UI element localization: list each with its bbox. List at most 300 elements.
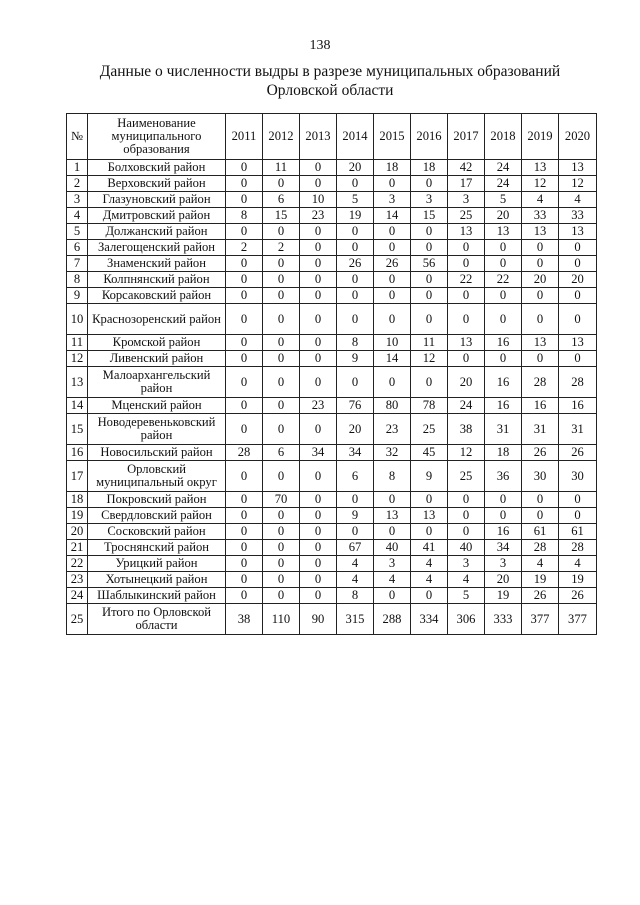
municipality-name-cell: Верховский район bbox=[88, 176, 226, 192]
otter-count-cell: 4 bbox=[374, 572, 411, 588]
otter-count-cell: 17 bbox=[448, 176, 485, 192]
otter-count-cell: 0 bbox=[263, 540, 300, 556]
otter-count-cell: 0 bbox=[374, 240, 411, 256]
otter-count-cell: 0 bbox=[226, 335, 263, 351]
otter-count-cell: 0 bbox=[300, 176, 337, 192]
otter-count-cell: 11 bbox=[263, 160, 300, 176]
otter-count-cell: 8 bbox=[226, 208, 263, 224]
otter-count-cell: 0 bbox=[263, 335, 300, 351]
otter-count-cell: 15 bbox=[263, 208, 300, 224]
column-header: 2019 bbox=[522, 114, 559, 160]
otter-count-cell: 0 bbox=[411, 272, 448, 288]
otter-count-cell: 18 bbox=[485, 445, 522, 461]
otter-count-cell: 20 bbox=[485, 208, 522, 224]
otter-count-cell: 0 bbox=[448, 492, 485, 508]
otter-count-cell: 13 bbox=[559, 224, 597, 240]
municipality-name-cell: Болховский район bbox=[88, 160, 226, 176]
otter-count-cell: 0 bbox=[300, 508, 337, 524]
otter-count-cell: 0 bbox=[411, 176, 448, 192]
row-number-cell: 15 bbox=[67, 414, 88, 445]
column-header: 2016 bbox=[411, 114, 448, 160]
otter-count-cell: 0 bbox=[226, 398, 263, 414]
otter-count-cell: 18 bbox=[374, 160, 411, 176]
table-row bbox=[67, 224, 597, 240]
otter-count-cell: 0 bbox=[448, 240, 485, 256]
row-number-cell: 7 bbox=[67, 256, 88, 272]
otter-count-cell: 11 bbox=[411, 335, 448, 351]
otter-count-cell: 0 bbox=[263, 351, 300, 367]
otter-count-cell: 306 bbox=[448, 604, 485, 635]
column-header: 2014 bbox=[337, 114, 374, 160]
otter-count-cell: 31 bbox=[559, 414, 597, 445]
row-number-cell: 18 bbox=[67, 492, 88, 508]
otter-count-cell: 0 bbox=[337, 288, 374, 304]
row-number-cell: 16 bbox=[67, 445, 88, 461]
otter-count-cell: 0 bbox=[300, 540, 337, 556]
otter-count-cell: 0 bbox=[226, 508, 263, 524]
otter-count-cell: 0 bbox=[337, 272, 374, 288]
otter-count-cell: 13 bbox=[374, 508, 411, 524]
otter-count-cell: 0 bbox=[263, 367, 300, 398]
column-header: № bbox=[67, 114, 88, 160]
row-number-cell: 25 bbox=[67, 604, 88, 635]
otter-count-cell: 3 bbox=[448, 192, 485, 208]
otter-count-cell: 22 bbox=[485, 272, 522, 288]
otter-count-cell: 40 bbox=[448, 540, 485, 556]
otter-count-cell: 34 bbox=[337, 445, 374, 461]
otter-count-cell: 78 bbox=[411, 398, 448, 414]
otter-count-cell: 25 bbox=[448, 461, 485, 492]
otter-count-cell: 13 bbox=[522, 160, 559, 176]
table-body bbox=[67, 160, 597, 635]
otter-count-cell: 0 bbox=[374, 304, 411, 335]
otter-count-cell: 13 bbox=[411, 508, 448, 524]
otter-count-cell: 0 bbox=[263, 524, 300, 540]
otter-count-cell: 0 bbox=[522, 256, 559, 272]
otter-count-cell: 0 bbox=[263, 556, 300, 572]
row-number-cell: 20 bbox=[67, 524, 88, 540]
municipality-name-cell: Троснянский район bbox=[88, 540, 226, 556]
otter-count-cell: 0 bbox=[522, 240, 559, 256]
table-row bbox=[67, 604, 597, 635]
otter-count-cell: 8 bbox=[337, 335, 374, 351]
otter-count-cell: 0 bbox=[226, 414, 263, 445]
municipality-name-cell: Корсаковский район bbox=[88, 288, 226, 304]
otter-count-cell: 333 bbox=[485, 604, 522, 635]
otter-count-cell: 23 bbox=[300, 208, 337, 224]
otter-count-cell: 0 bbox=[226, 524, 263, 540]
table-row bbox=[67, 335, 597, 351]
otter-count-cell: 0 bbox=[300, 588, 337, 604]
otter-count-cell: 28 bbox=[522, 540, 559, 556]
municipality-name-cell: Ливенский район bbox=[88, 351, 226, 367]
column-header: 2011 bbox=[226, 114, 263, 160]
column-header: 2012 bbox=[263, 114, 300, 160]
otter-count-cell: 334 bbox=[411, 604, 448, 635]
row-number-cell: 24 bbox=[67, 588, 88, 604]
otter-count-cell: 0 bbox=[559, 240, 597, 256]
municipality-name-cell: Покровский район bbox=[88, 492, 226, 508]
row-number-cell: 2 bbox=[67, 176, 88, 192]
page-number: 138 bbox=[309, 38, 331, 53]
otter-count-cell: 5 bbox=[448, 588, 485, 604]
otter-count-cell: 13 bbox=[522, 224, 559, 240]
otter-count-cell: 0 bbox=[300, 240, 337, 256]
otter-count-cell: 30 bbox=[522, 461, 559, 492]
otter-count-cell: 0 bbox=[374, 524, 411, 540]
otter-count-cell: 0 bbox=[522, 351, 559, 367]
otter-count-cell: 4 bbox=[411, 556, 448, 572]
otter-count-cell: 28 bbox=[559, 367, 597, 398]
table-row bbox=[67, 288, 597, 304]
otter-count-cell: 0 bbox=[374, 224, 411, 240]
table-row bbox=[67, 367, 597, 398]
otter-count-cell: 3 bbox=[374, 556, 411, 572]
municipality-name-cell: Орловский муниципальный округ bbox=[88, 461, 226, 492]
column-header: 2015 bbox=[374, 114, 411, 160]
otter-count-cell: 20 bbox=[337, 414, 374, 445]
otter-count-cell: 0 bbox=[300, 272, 337, 288]
otter-count-cell: 12 bbox=[522, 176, 559, 192]
table-row bbox=[67, 192, 597, 208]
otter-count-cell: 0 bbox=[411, 288, 448, 304]
otter-count-cell: 61 bbox=[522, 524, 559, 540]
table-row bbox=[67, 524, 597, 540]
otter-count-cell: 0 bbox=[300, 288, 337, 304]
table-row bbox=[67, 304, 597, 335]
otter-count-cell: 377 bbox=[559, 604, 597, 635]
otter-count-cell: 0 bbox=[226, 160, 263, 176]
otter-count-cell: 36 bbox=[485, 461, 522, 492]
otter-count-cell: 0 bbox=[411, 367, 448, 398]
otter-count-cell: 0 bbox=[263, 572, 300, 588]
municipality-name-cell: Шаблыкинский район bbox=[88, 588, 226, 604]
otter-count-cell: 0 bbox=[300, 224, 337, 240]
otter-count-cell: 56 bbox=[411, 256, 448, 272]
otter-count-cell: 0 bbox=[263, 176, 300, 192]
otter-count-cell: 0 bbox=[337, 367, 374, 398]
row-number-cell: 21 bbox=[67, 540, 88, 556]
otter-count-cell: 0 bbox=[485, 288, 522, 304]
otter-count-cell: 13 bbox=[485, 224, 522, 240]
otter-count-cell: 0 bbox=[226, 288, 263, 304]
otter-count-cell: 0 bbox=[485, 256, 522, 272]
otter-count-cell: 0 bbox=[337, 524, 374, 540]
otter-count-cell: 33 bbox=[559, 208, 597, 224]
otter-count-cell: 0 bbox=[300, 335, 337, 351]
otter-count-cell: 4 bbox=[559, 556, 597, 572]
otter-count-cell: 33 bbox=[522, 208, 559, 224]
otter-count-cell: 28 bbox=[522, 367, 559, 398]
municipality-name-cell: Дмитровский район bbox=[88, 208, 226, 224]
otter-count-cell: 16 bbox=[485, 398, 522, 414]
otter-count-cell: 0 bbox=[226, 588, 263, 604]
otter-count-cell: 0 bbox=[226, 256, 263, 272]
otter-count-cell: 0 bbox=[448, 288, 485, 304]
otter-count-cell: 24 bbox=[485, 160, 522, 176]
otter-count-cell: 38 bbox=[448, 414, 485, 445]
table-row bbox=[67, 256, 597, 272]
otter-count-cell: 14 bbox=[374, 208, 411, 224]
municipality-name-cell: Глазуновский район bbox=[88, 192, 226, 208]
row-number-cell: 5 bbox=[67, 224, 88, 240]
table-row bbox=[67, 351, 597, 367]
otter-count-cell: 4 bbox=[337, 572, 374, 588]
otter-count-cell: 9 bbox=[411, 461, 448, 492]
otter-count-cell: 0 bbox=[522, 288, 559, 304]
otter-count-cell: 4 bbox=[337, 556, 374, 572]
title-line-2: Орловской области bbox=[266, 82, 394, 99]
otter-count-cell: 0 bbox=[411, 588, 448, 604]
otter-count-cell: 9 bbox=[337, 351, 374, 367]
otter-count-cell: 0 bbox=[263, 256, 300, 272]
otter-count-cell: 41 bbox=[411, 540, 448, 556]
otter-count-cell: 0 bbox=[448, 351, 485, 367]
otter-count-cell: 0 bbox=[337, 224, 374, 240]
otter-count-cell: 0 bbox=[485, 304, 522, 335]
otter-count-cell: 15 bbox=[411, 208, 448, 224]
otter-count-cell: 32 bbox=[374, 445, 411, 461]
otter-count-cell: 0 bbox=[411, 224, 448, 240]
otter-count-cell: 23 bbox=[300, 398, 337, 414]
otter-count-cell: 19 bbox=[337, 208, 374, 224]
municipality-name-cell: Новосильский район bbox=[88, 445, 226, 461]
row-number-cell: 11 bbox=[67, 335, 88, 351]
otter-count-cell: 3 bbox=[485, 556, 522, 572]
otter-count-cell: 34 bbox=[485, 540, 522, 556]
otter-count-cell: 19 bbox=[522, 572, 559, 588]
otter-count-cell: 61 bbox=[559, 524, 597, 540]
otter-count-cell: 0 bbox=[226, 367, 263, 398]
otter-count-cell: 12 bbox=[448, 445, 485, 461]
municipality-name-cell: Знаменский район bbox=[88, 256, 226, 272]
column-header: 2017 bbox=[448, 114, 485, 160]
otter-count-cell: 4 bbox=[522, 556, 559, 572]
table-row bbox=[67, 414, 597, 445]
otter-count-cell: 20 bbox=[448, 367, 485, 398]
row-number-cell: 10 bbox=[67, 304, 88, 335]
row-number-cell: 17 bbox=[67, 461, 88, 492]
otter-count-cell: 0 bbox=[300, 304, 337, 335]
otter-count-cell: 110 bbox=[263, 604, 300, 635]
otter-count-cell: 16 bbox=[559, 398, 597, 414]
otter-count-cell: 8 bbox=[337, 588, 374, 604]
otter-count-cell: 67 bbox=[337, 540, 374, 556]
otter-count-cell: 24 bbox=[448, 398, 485, 414]
otter-count-cell: 0 bbox=[411, 492, 448, 508]
otter-count-cell: 0 bbox=[226, 556, 263, 572]
otter-count-cell: 14 bbox=[374, 351, 411, 367]
otter-count-cell: 26 bbox=[337, 256, 374, 272]
otter-count-cell: 0 bbox=[300, 492, 337, 508]
otter-count-cell: 18 bbox=[411, 160, 448, 176]
otter-count-cell: 0 bbox=[263, 414, 300, 445]
otter-count-cell: 26 bbox=[522, 588, 559, 604]
otter-count-cell: 0 bbox=[300, 256, 337, 272]
otter-count-cell: 25 bbox=[448, 208, 485, 224]
otter-count-cell: 0 bbox=[374, 288, 411, 304]
municipality-name-cell: Залегощенский район bbox=[88, 240, 226, 256]
otter-count-cell: 0 bbox=[411, 304, 448, 335]
otter-count-cell: 5 bbox=[485, 192, 522, 208]
otter-count-cell: 0 bbox=[300, 351, 337, 367]
otter-count-cell: 34 bbox=[300, 445, 337, 461]
table-row bbox=[67, 240, 597, 256]
otter-count-cell: 38 bbox=[226, 604, 263, 635]
otter-count-cell: 31 bbox=[522, 414, 559, 445]
otter-count-cell: 4 bbox=[559, 192, 597, 208]
otter-count-cell: 0 bbox=[485, 508, 522, 524]
otter-count-cell: 0 bbox=[263, 304, 300, 335]
otter-count-cell: 6 bbox=[263, 192, 300, 208]
municipality-name-cell: Урицкий район bbox=[88, 556, 226, 572]
otter-count-cell: 3 bbox=[374, 192, 411, 208]
otter-count-cell: 16 bbox=[485, 335, 522, 351]
otter-count-cell: 20 bbox=[337, 160, 374, 176]
otter-count-cell: 26 bbox=[522, 445, 559, 461]
otter-count-cell: 0 bbox=[300, 414, 337, 445]
otter-count-cell: 6 bbox=[337, 461, 374, 492]
otter-count-cell: 20 bbox=[559, 272, 597, 288]
table-header-row bbox=[67, 114, 597, 160]
otter-count-cell: 0 bbox=[448, 524, 485, 540]
otter-count-cell: 0 bbox=[559, 304, 597, 335]
otter-count-cell: 0 bbox=[337, 304, 374, 335]
otter-count-cell: 10 bbox=[300, 192, 337, 208]
municipality-name-cell: Сосковский район bbox=[88, 524, 226, 540]
otter-count-cell: 0 bbox=[263, 224, 300, 240]
municipality-name-cell: Должанский район bbox=[88, 224, 226, 240]
otter-count-cell: 16 bbox=[485, 367, 522, 398]
row-number-cell: 13 bbox=[67, 367, 88, 398]
otter-count-cell: 13 bbox=[559, 335, 597, 351]
municipality-name-cell: Краснозоренский район bbox=[88, 304, 226, 335]
otter-count-cell: 0 bbox=[448, 256, 485, 272]
column-header: Наименование муниципального образования bbox=[88, 114, 226, 160]
otter-count-cell: 0 bbox=[411, 524, 448, 540]
otter-count-cell: 0 bbox=[226, 272, 263, 288]
otter-count-cell: 0 bbox=[559, 351, 597, 367]
row-number-cell: 1 bbox=[67, 160, 88, 176]
otter-count-cell: 3 bbox=[448, 556, 485, 572]
otter-count-cell: 0 bbox=[300, 461, 337, 492]
otter-count-cell: 0 bbox=[522, 492, 559, 508]
table-row bbox=[67, 398, 597, 414]
otter-count-cell: 0 bbox=[226, 304, 263, 335]
municipality-name-cell: Хотынецкий район bbox=[88, 572, 226, 588]
column-header: 2013 bbox=[300, 114, 337, 160]
otter-count-cell: 0 bbox=[485, 492, 522, 508]
table-row bbox=[67, 492, 597, 508]
otter-count-cell: 4 bbox=[448, 572, 485, 588]
otter-count-cell: 0 bbox=[374, 176, 411, 192]
otter-count-cell: 0 bbox=[337, 240, 374, 256]
row-number-cell: 23 bbox=[67, 572, 88, 588]
row-number-cell: 8 bbox=[67, 272, 88, 288]
otter-count-cell: 12 bbox=[411, 351, 448, 367]
otter-count-cell: 315 bbox=[337, 604, 374, 635]
otter-count-cell: 0 bbox=[337, 492, 374, 508]
otter-count-cell: 0 bbox=[263, 461, 300, 492]
otter-count-cell: 288 bbox=[374, 604, 411, 635]
otter-count-cell: 0 bbox=[559, 508, 597, 524]
municipality-name-cell: Колпнянский район bbox=[88, 272, 226, 288]
otter-count-cell: 0 bbox=[226, 351, 263, 367]
otter-count-cell: 76 bbox=[337, 398, 374, 414]
otter-count-cell: 4 bbox=[411, 572, 448, 588]
otter-count-cell: 24 bbox=[485, 176, 522, 192]
otter-count-cell: 5 bbox=[337, 192, 374, 208]
otter-count-cell: 19 bbox=[485, 588, 522, 604]
otter-count-cell: 0 bbox=[522, 304, 559, 335]
otter-count-cell: 0 bbox=[411, 240, 448, 256]
otter-count-cell: 0 bbox=[300, 572, 337, 588]
row-number-cell: 4 bbox=[67, 208, 88, 224]
table-row bbox=[67, 540, 597, 556]
otter-count-cell: 70 bbox=[263, 492, 300, 508]
otter-count-cell: 28 bbox=[559, 540, 597, 556]
municipality-name-cell: Малоархангельский район bbox=[88, 367, 226, 398]
table-row bbox=[67, 572, 597, 588]
otter-count-cell: 0 bbox=[226, 492, 263, 508]
table-row bbox=[67, 508, 597, 524]
otter-count-cell: 2 bbox=[226, 240, 263, 256]
table-row bbox=[67, 556, 597, 572]
column-header: 2018 bbox=[485, 114, 522, 160]
otter-count-cell: 377 bbox=[522, 604, 559, 635]
otter-count-cell: 13 bbox=[559, 160, 597, 176]
otter-count-cell: 13 bbox=[448, 224, 485, 240]
otter-count-cell: 45 bbox=[411, 445, 448, 461]
table-row bbox=[67, 160, 597, 176]
otter-count-cell: 28 bbox=[226, 445, 263, 461]
otter-count-cell: 8 bbox=[374, 461, 411, 492]
otter-count-cell: 13 bbox=[448, 335, 485, 351]
otter-count-cell: 0 bbox=[263, 508, 300, 524]
otter-count-cell: 80 bbox=[374, 398, 411, 414]
otter-count-cell: 0 bbox=[263, 398, 300, 414]
row-number-cell: 3 bbox=[67, 192, 88, 208]
otter-count-cell: 0 bbox=[337, 176, 374, 192]
otter-count-cell: 0 bbox=[522, 508, 559, 524]
otter-count-cell: 0 bbox=[448, 508, 485, 524]
otter-count-cell: 0 bbox=[263, 272, 300, 288]
row-number-cell: 12 bbox=[67, 351, 88, 367]
otter-count-cell: 26 bbox=[559, 588, 597, 604]
otter-count-cell: 26 bbox=[374, 256, 411, 272]
otter-count-cell: 0 bbox=[226, 540, 263, 556]
municipality-name-cell: Кромской район bbox=[88, 335, 226, 351]
otter-count-cell: 0 bbox=[300, 556, 337, 572]
table-row bbox=[67, 588, 597, 604]
otter-count-cell: 0 bbox=[226, 192, 263, 208]
otter-count-cell: 0 bbox=[300, 160, 337, 176]
otter-population-table bbox=[66, 113, 597, 635]
otter-count-cell: 0 bbox=[448, 304, 485, 335]
table-row bbox=[67, 208, 597, 224]
otter-count-cell: 31 bbox=[485, 414, 522, 445]
table-row bbox=[67, 445, 597, 461]
otter-count-cell: 20 bbox=[485, 572, 522, 588]
municipality-name-cell: Новодеревеньковский район bbox=[88, 414, 226, 445]
row-number-cell: 19 bbox=[67, 508, 88, 524]
document-title bbox=[80, 62, 580, 100]
otter-count-cell: 0 bbox=[374, 588, 411, 604]
otter-count-cell: 0 bbox=[226, 224, 263, 240]
otter-count-cell: 0 bbox=[263, 588, 300, 604]
otter-count-cell: 0 bbox=[485, 240, 522, 256]
otter-count-cell: 42 bbox=[448, 160, 485, 176]
